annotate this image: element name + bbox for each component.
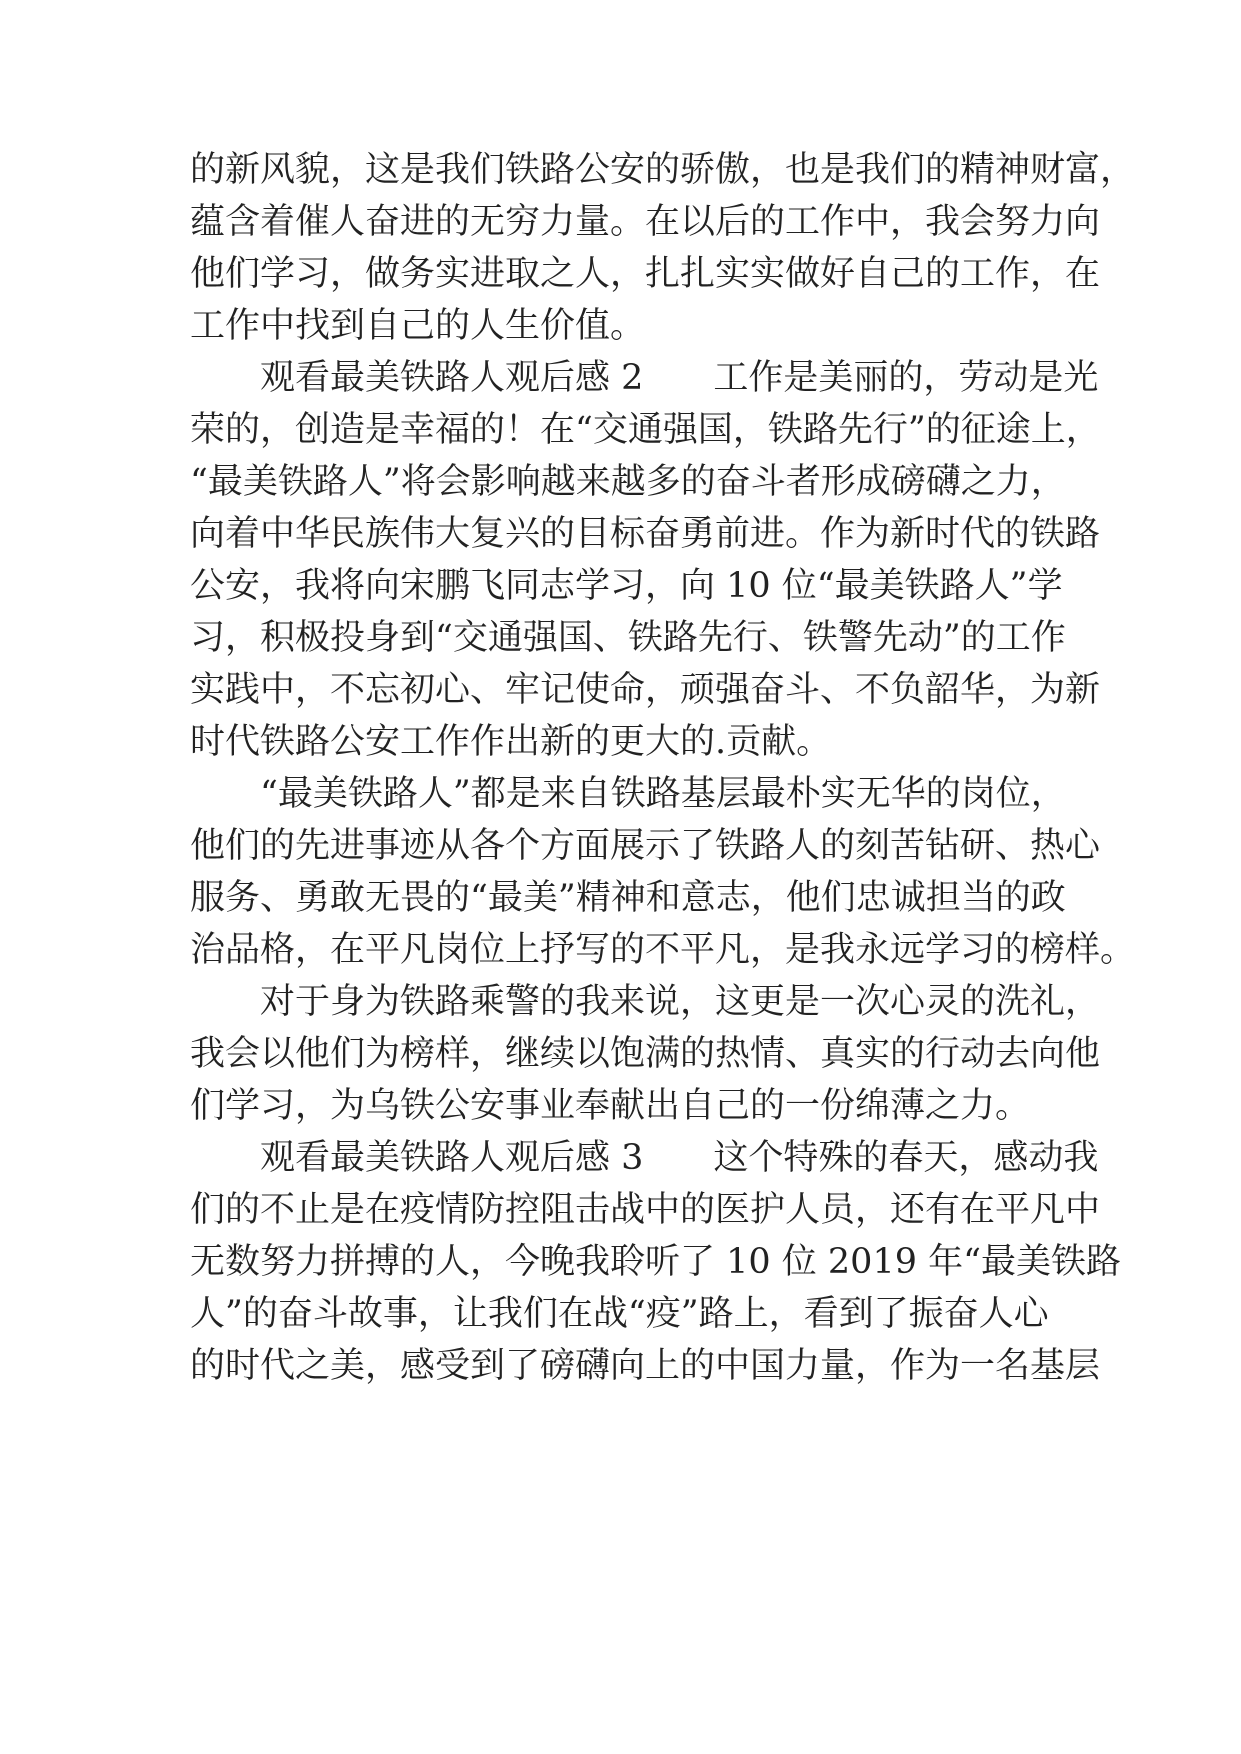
section-heading-line: 观看最美铁路人观后感 3 这个特殊的春天，感动我: [190, 1138, 1099, 1178]
text-line: 向着中华民族伟大复兴的目标奋勇前进。作为新时代的铁路: [190, 514, 1101, 554]
text-line: 荣的，创造是幸福的！在“交通强国，铁路先行”的征途上，: [190, 410, 1101, 450]
section-heading-line: 观看最美铁路人观后感 2 工作是美丽的，劳动是光: [190, 358, 1099, 398]
text-line: 服务、勇敢无畏的“最美”精神和意志，他们忠诚担当的政: [190, 878, 1066, 918]
text-line: 们学习，为乌铁公安事业奉献出自己的一份绵薄之力。: [190, 1086, 1031, 1126]
text-line: 治品格，在平凡岗位上抒写的不平凡，是我永远学习的榜样。: [190, 930, 1136, 970]
text-line: 的时代之美，感受到了磅礴向上的中国力量，作为一名基层: [190, 1346, 1101, 1386]
text-line: 蕴含着催人奋进的无穷力量。在以后的工作中，我会努力向: [190, 202, 1101, 242]
text-line: 实践中，不忘初心、牢记使命，顽强奋斗、不负韶华，为新: [190, 670, 1101, 710]
text-line: 的新风貌，这是我们铁路公安的骄傲，也是我们的精神财富，: [190, 150, 1136, 190]
paragraph-start-line: “最美铁路人”都是来自铁路基层最朴实无华的岗位，: [190, 774, 1066, 814]
text-line: 习，积极投身到“交通强国、铁路先行、铁警先动”的工作: [190, 618, 1066, 658]
text-line: 们的不止是在疫情防控阻击战中的医护人员，还有在平凡中: [190, 1190, 1101, 1230]
text-line: “最美铁路人”将会影响越来越多的奋斗者形成磅礴之力，: [190, 462, 1066, 502]
text-line: 无数努力拼搏的人，今晚我聆听了 10 位 2019 年“最美铁路: [190, 1242, 1122, 1282]
text-line: 公安，我将向宋鹏飞同志学习，向 10 位“最美铁路人”学: [190, 566, 1063, 606]
text-line: 时代铁路公安工作作出新的更大的.贡献。: [190, 722, 832, 762]
text-line: 人”的奋斗故事，让我们在战“疫”路上，看到了振奋人心: [190, 1294, 1049, 1334]
text-line: 他们学习，做务实进取之人，扎扎实实做好自己的工作，在: [190, 254, 1101, 294]
text-line: 工作中找到自己的人生价值。: [190, 306, 646, 346]
text-line: 他们的先进事迹从各个方面展示了铁路人的刻苦钻研、热心: [190, 826, 1101, 866]
text-line: 我会以他们为榜样，继续以饱满的热情、真实的行动去向他: [190, 1034, 1101, 1074]
paragraph-start-line: 对于身为铁路乘警的我来说，这更是一次心灵的洗礼，: [190, 982, 1101, 1022]
